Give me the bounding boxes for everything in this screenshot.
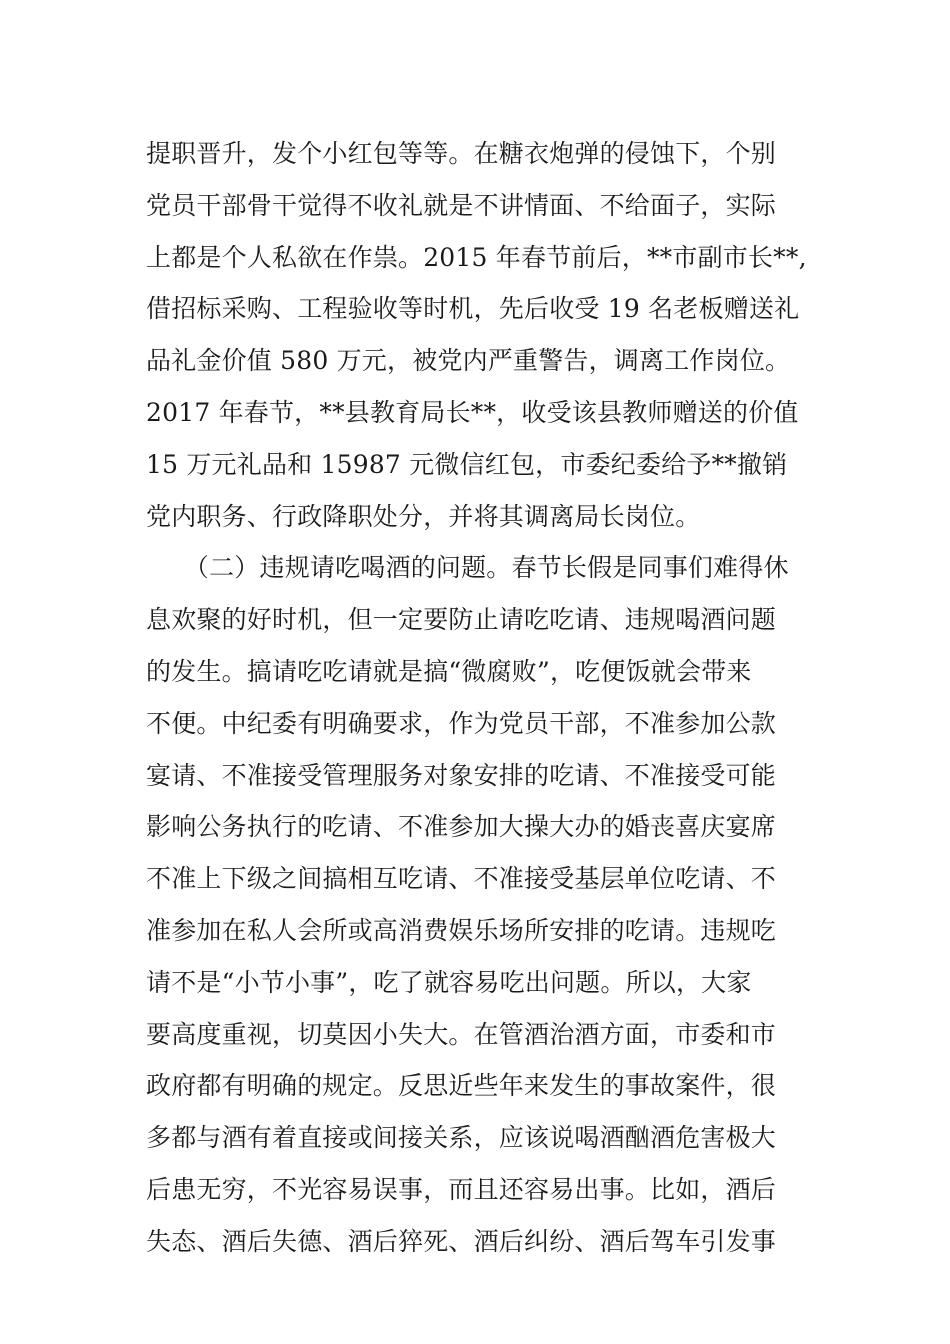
text-line: 准参加在私人会所或高消费娱乐场所安排的吃请。违规吃 bbox=[146, 915, 777, 945]
text-line: 多都与酒有着直接或间接关系，应该说喝酒酗酒危害极大 bbox=[146, 1123, 777, 1153]
text-line: 政府都有明确的规定。反思近些年来发生的事故案件，很 bbox=[146, 1071, 777, 1101]
text-line: 息欢聚的好时机，但一定要防止请吃吃请、违规喝酒问题 bbox=[146, 605, 777, 635]
text-line: 请不是“小节小事”，吃了就容易吃出问题。所以，大家 bbox=[146, 967, 752, 997]
text-line: 党内职务、行政降职处分，并将其调离局长岗位。 bbox=[146, 501, 701, 531]
body-text bbox=[146, 128, 846, 1268]
text-line: 要高度重视，切莫因小失大。在管酒治酒方面，市委和市 bbox=[146, 1019, 777, 1049]
text-line: 2017 年春节，**县教育局长**，收受该县教师赠送的价值 bbox=[146, 397, 799, 427]
text-line: 上都是个人私欲在作祟。2015 年春节前后，**市副市长**, bbox=[146, 242, 807, 272]
text-line: 提职晋升，发个小红包等等。在糖衣炮弹的侵蚀下，个别 bbox=[146, 139, 777, 168]
text-line: 借招标采购、工程验收等时机，先后收受 19 名老板赠送礼 bbox=[146, 294, 800, 324]
text-line: 不便。中纪委有明确要求，作为党员干部，不准参加公款 bbox=[146, 708, 777, 738]
text-line: 15 万元礼品和 15987 元微信红包，市委纪委给予**撤销 bbox=[146, 449, 788, 479]
text-line: 品礼金价值 580 万元，被党内严重警告，调离工作岗位。 bbox=[146, 346, 791, 376]
text-line: 不准上下级之间搞相互吃请、不准接受基层单位吃请、不 bbox=[146, 864, 777, 894]
text-line: 后患无穷，不光容易误事，而且还容易出事。比如，酒后 bbox=[146, 1174, 777, 1204]
text-line: 的发生。搞请吃吃请就是搞“微腐败”，吃便饭就会带来 bbox=[146, 656, 752, 686]
text-line: 党员干部骨干觉得不收礼就是不讲情面、不给面子，实际 bbox=[146, 190, 777, 220]
text-line: 宴请、不准接受管理服务对象安排的吃请、不准接受可能 bbox=[146, 760, 777, 790]
section-heading-line: （二）违规请吃喝酒的问题。春节长假是同事们难得休 bbox=[146, 553, 789, 583]
text-line: 影响公务执行的吃请、不准参加大操大办的婚丧喜庆宴席 bbox=[146, 812, 777, 842]
text-line: 失态、酒后失德、酒后猝死、酒后纠纷、酒后驾车引发事 bbox=[146, 1226, 777, 1256]
